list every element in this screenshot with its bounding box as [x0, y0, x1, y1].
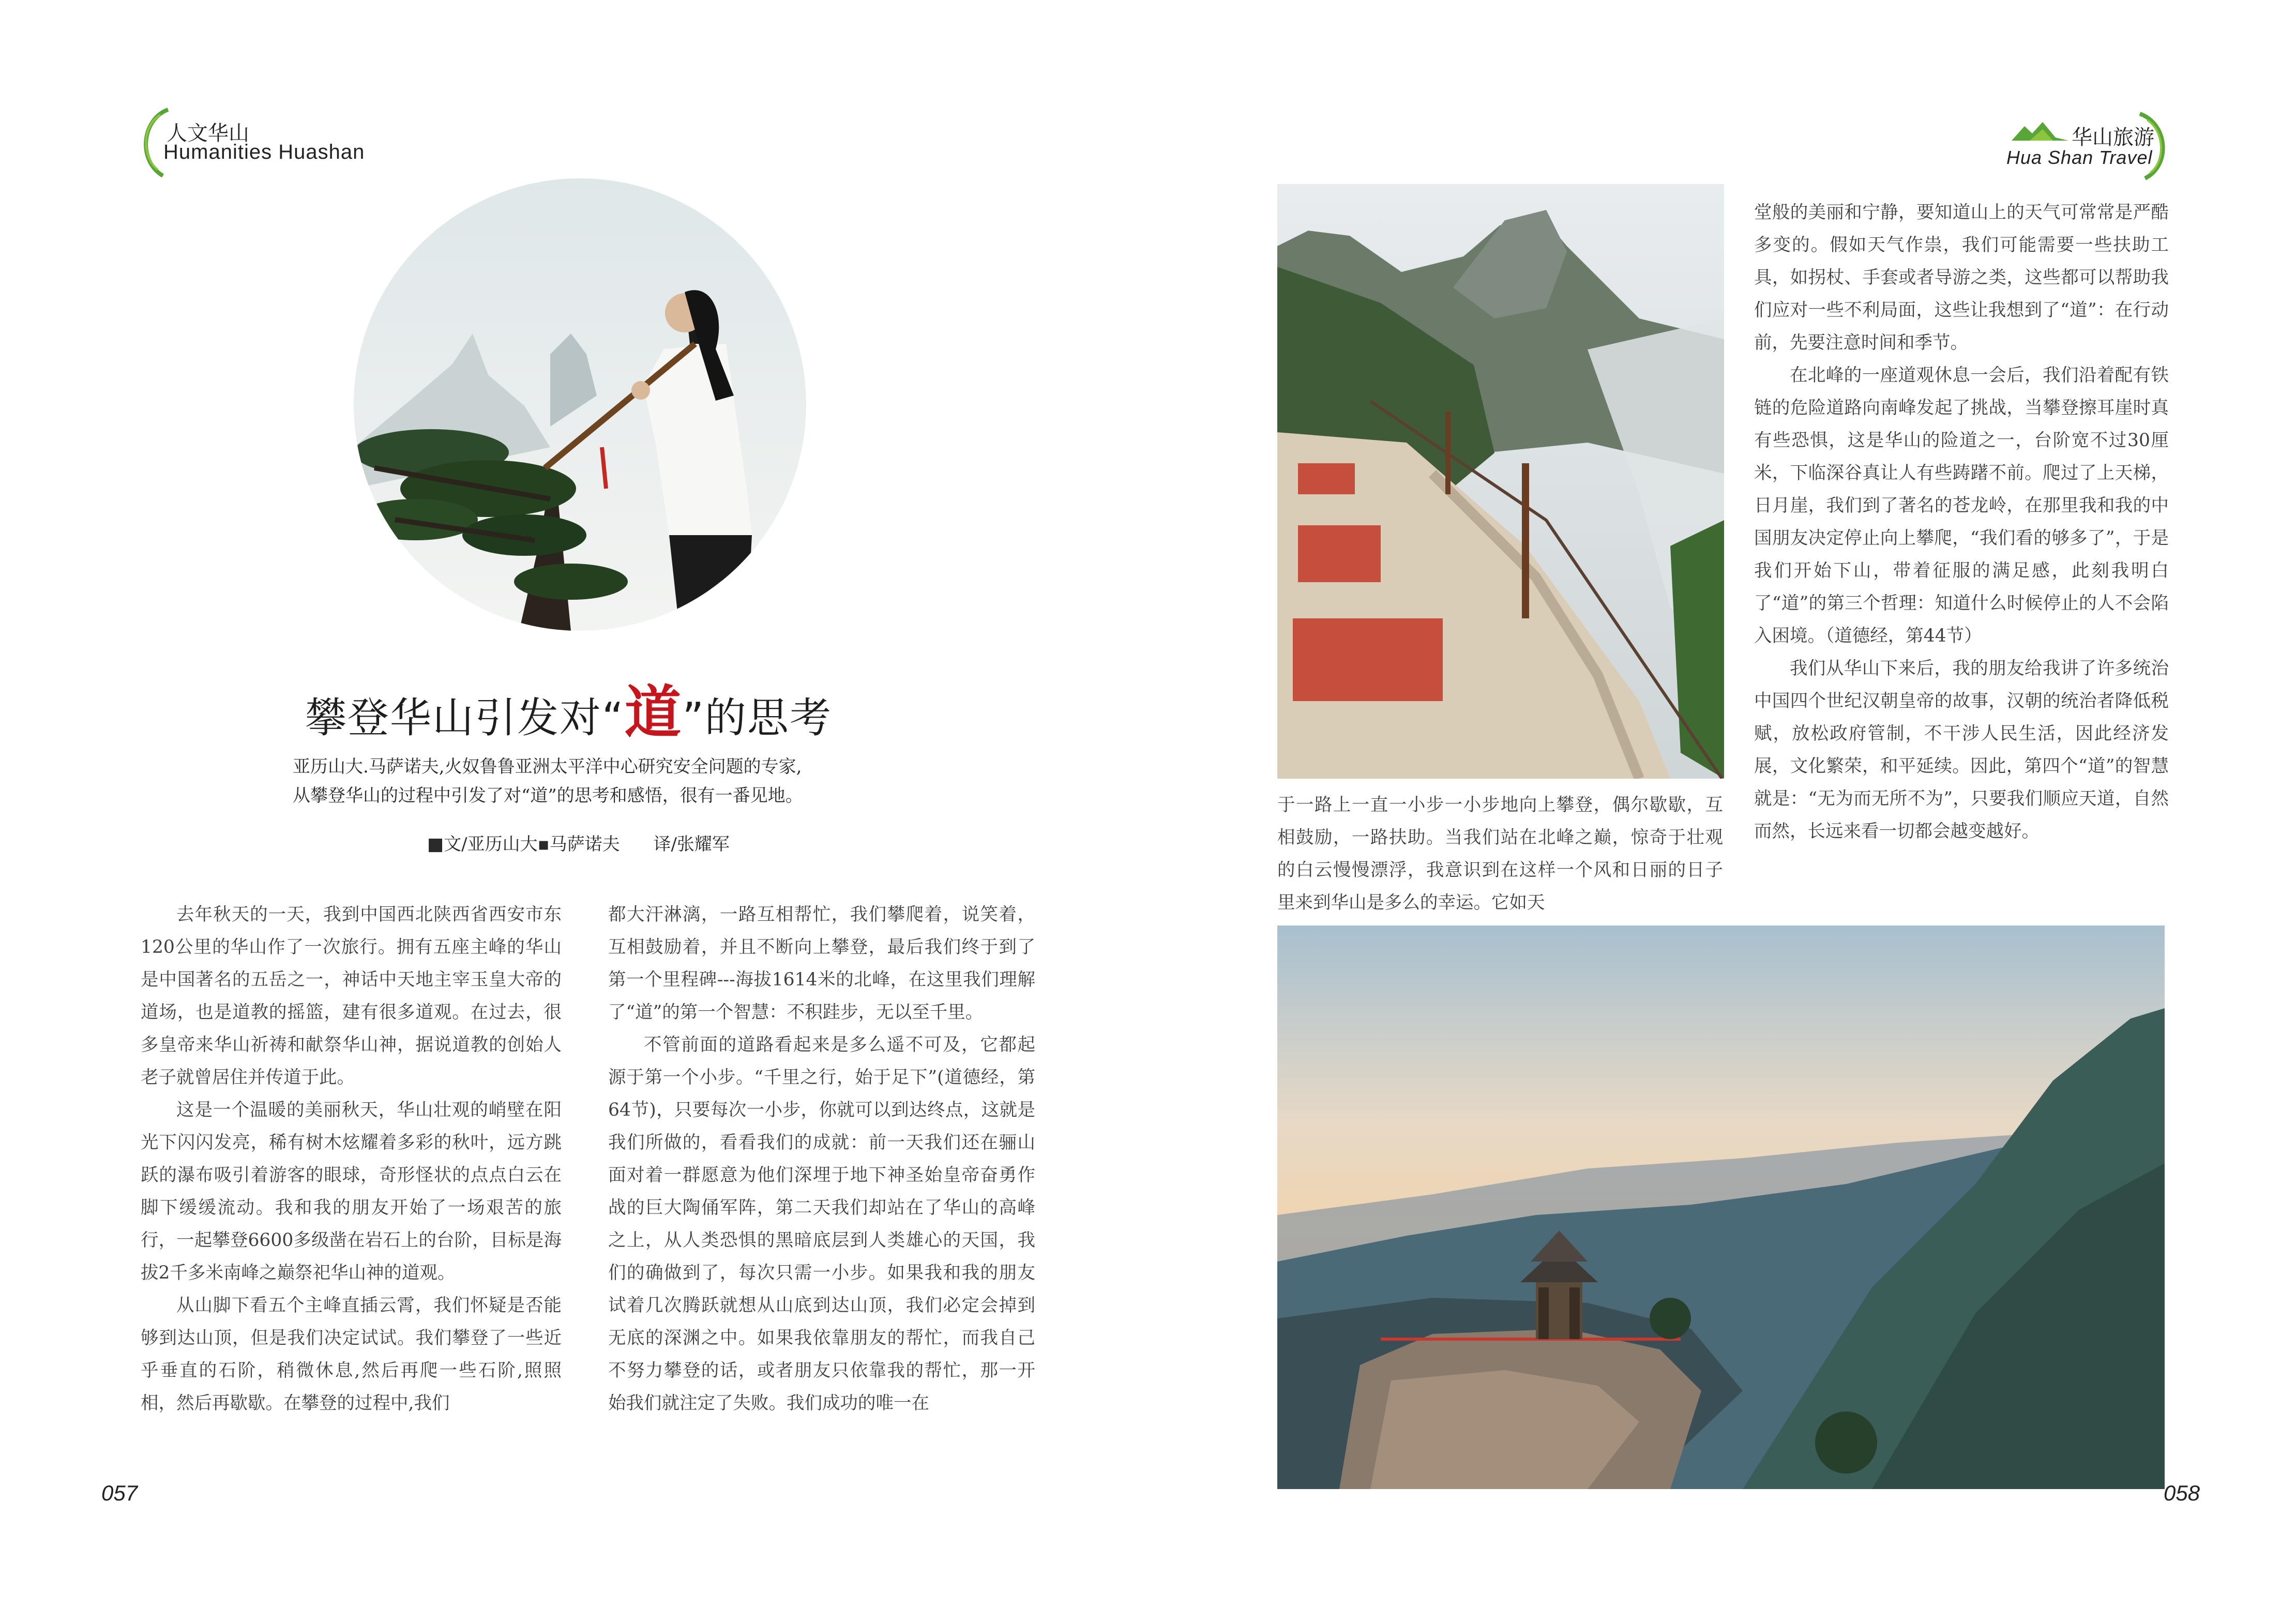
article-lede — [293, 752, 887, 810]
paragraph: 从山脚下看五个主峰直插云霄，我们怀疑是否能够到达山顶，但是我们决定试试。我们攀登了一些近乎垂直的石阶，稍微休息,然后再爬一些石阶,照照相，然后再歇歇。在攀登的过程中,我们 — [141, 1295, 562, 1414]
lede-line-1: 亚历山大.马萨诺夫,火奴鲁鲁亚洲太平洋中心研究安全问题的专家, — [293, 756, 802, 777]
pavilion-sunrise-photo — [1277, 925, 2165, 1489]
paragraph: 都大汗淋漓，一路互相帮忙，我们攀爬着，说笑着，互相鼓励着，并且不断向上攀登，最后我们终于到了第一个里程碑---海拔1614米的北峰，在这里我们理解了“道”的第一个智慧：不积跬步，无以至千里。 — [608, 904, 1035, 1023]
section-title-zh: 人文华山 — [167, 122, 249, 145]
paragraph: 我们从华山下来后，我的朋友给我讲了许多统治中国四个世纪汉朝皇帝的故事，汉朝的统治者降低税赋，放松政府管制，不干涉人民生活，因此经济发展，文化繁荣，和平延续。因此，第四个“道”的智慧就是：“无为而无所不为”，只要我们顺应天道，自然而然，长远来看一切都会越变越好。 — [1754, 658, 2169, 842]
cliff-path-photo — [1277, 184, 1724, 779]
section-title-en: Humanities Huashan — [163, 141, 365, 163]
section-title-zh-right: 华山旅游 — [2072, 126, 2154, 149]
body-column-1 — [141, 899, 562, 1420]
paragraph: 去年秋天的一天，我到中国西北陕西省西安市东120公里的华山作了一次旅行。拥有五座主峰的华山是中国著名的五岳之一，神话中天地主宰玉皇大帝的道场，也是道教的摇篮，建有很多道观。在过去，很多皇帝来华山祈祷和献祭华山神，据说道教的创始人老子就曾居住并传道于此。 — [141, 904, 562, 1088]
section-title-en-right: Hua Shan Travel — [2006, 147, 2153, 168]
title-part-1: 攀登华山引发对“ — [305, 694, 625, 742]
paragraph: 堂般的美丽和宁静，要知道山上的天气可常常是严酷多变的。假如天气作祟，我们可能需要一些扶助工具，如拐杖、手套或者导游之类，这些都可以帮助我们应对一些不利局面，这些让我想到了“道”：在行动前，先要注意时间和季节。 — [1754, 202, 2169, 353]
lede-line-2: 从攀登华山的过程中引发了对“道”的思考和感悟，很有一番见地。 — [293, 785, 803, 806]
title-part-2: ”的思考 — [682, 694, 832, 742]
title-dao-char: 道 — [624, 679, 683, 746]
article-byline: ■文/亚历山大▪马萨诺夫 译/张耀军 — [427, 834, 730, 855]
page-number-right: 058 — [2164, 1481, 2200, 1505]
body-column-3 — [1277, 789, 1723, 919]
paragraph: 在北峰的一座道观休息一会后，我们沿着配有铁链的危险道路向南峰发起了挑战，当攀登擦耳崖时真有些恐惧，这是华山的险道之一，台阶宽不过30厘米，下临深谷真让人有些踌躇不前。爬过了上天梯，日月崖，我们到了著名的苍龙岭，在那里我和我的中国朋友决定停止向上攀爬，“我们看的够多了”，于是我们开始下山，带着征服的满足感，此刻我明白了“道”的第三个哲理：知道什么时候停止的人不会陷入困境。（道德经，第44节） — [1754, 365, 2169, 646]
body-column-4 — [1754, 196, 2169, 848]
body-column-2 — [608, 899, 1035, 1420]
flute-player-photo — [354, 178, 806, 631]
paragraph: 这是一个温暖的美丽秋天，华山壮观的峭壁在阳光下闪闪发亮，稀有树木炫耀着多彩的秋叶，远方跳跃的瀑布吸引着游客的眼球，奇形怪状的点点白云在脚下缓缓流动。我和我的朋友开始了一场艰苦的旅行，一起攀登6600多级凿在岩石上的台阶，目标是海拔2千多米南峰之巅祭祀华山神的道观。 — [141, 1100, 562, 1283]
mountain-logo-icon — [2012, 120, 2068, 146]
paragraph: 于一路上一直一小步一小步地向上攀登，偶尔歇歇，互相鼓励，一路扶助。当我们站在北峰之巅，惊奇于壮观的白云慢慢漂浮，我意识到在这样一个风和日丽的日子里来到华山是多么的幸运。它如天 — [1277, 795, 1723, 913]
article-title — [305, 667, 957, 749]
page-number-left: 057 — [101, 1481, 138, 1505]
paragraph: 不管前面的道路看起来是多么遥不可及，它都起源于第一个小步。“千里之行，始于足下”(道德经，第64节)，只要每次一小步，你就可以到达终点，这就是我们所做的，看看我们的成就：前一天我们还在骊山面对着一群愿意为他们深埋于地下神圣始皇帝奋勇作战的巨大陶俑军阵，第二天我们却站在了华山的高峰之上，从人类恐惧的黑暗底层到人类雄心的天国，我们的确做到了，每次只需一小步。如果我和我的朋友试着几次腾跃就想从山底到达山顶，我们必定会掉到无底的深渊之中。如果我依靠朋友的帮忙，而我自己不努力攀登的话，或者朋友只依靠我的帮忙，那一开始我们就注定了失败。我们成功的唯一在 — [608, 1035, 1035, 1414]
